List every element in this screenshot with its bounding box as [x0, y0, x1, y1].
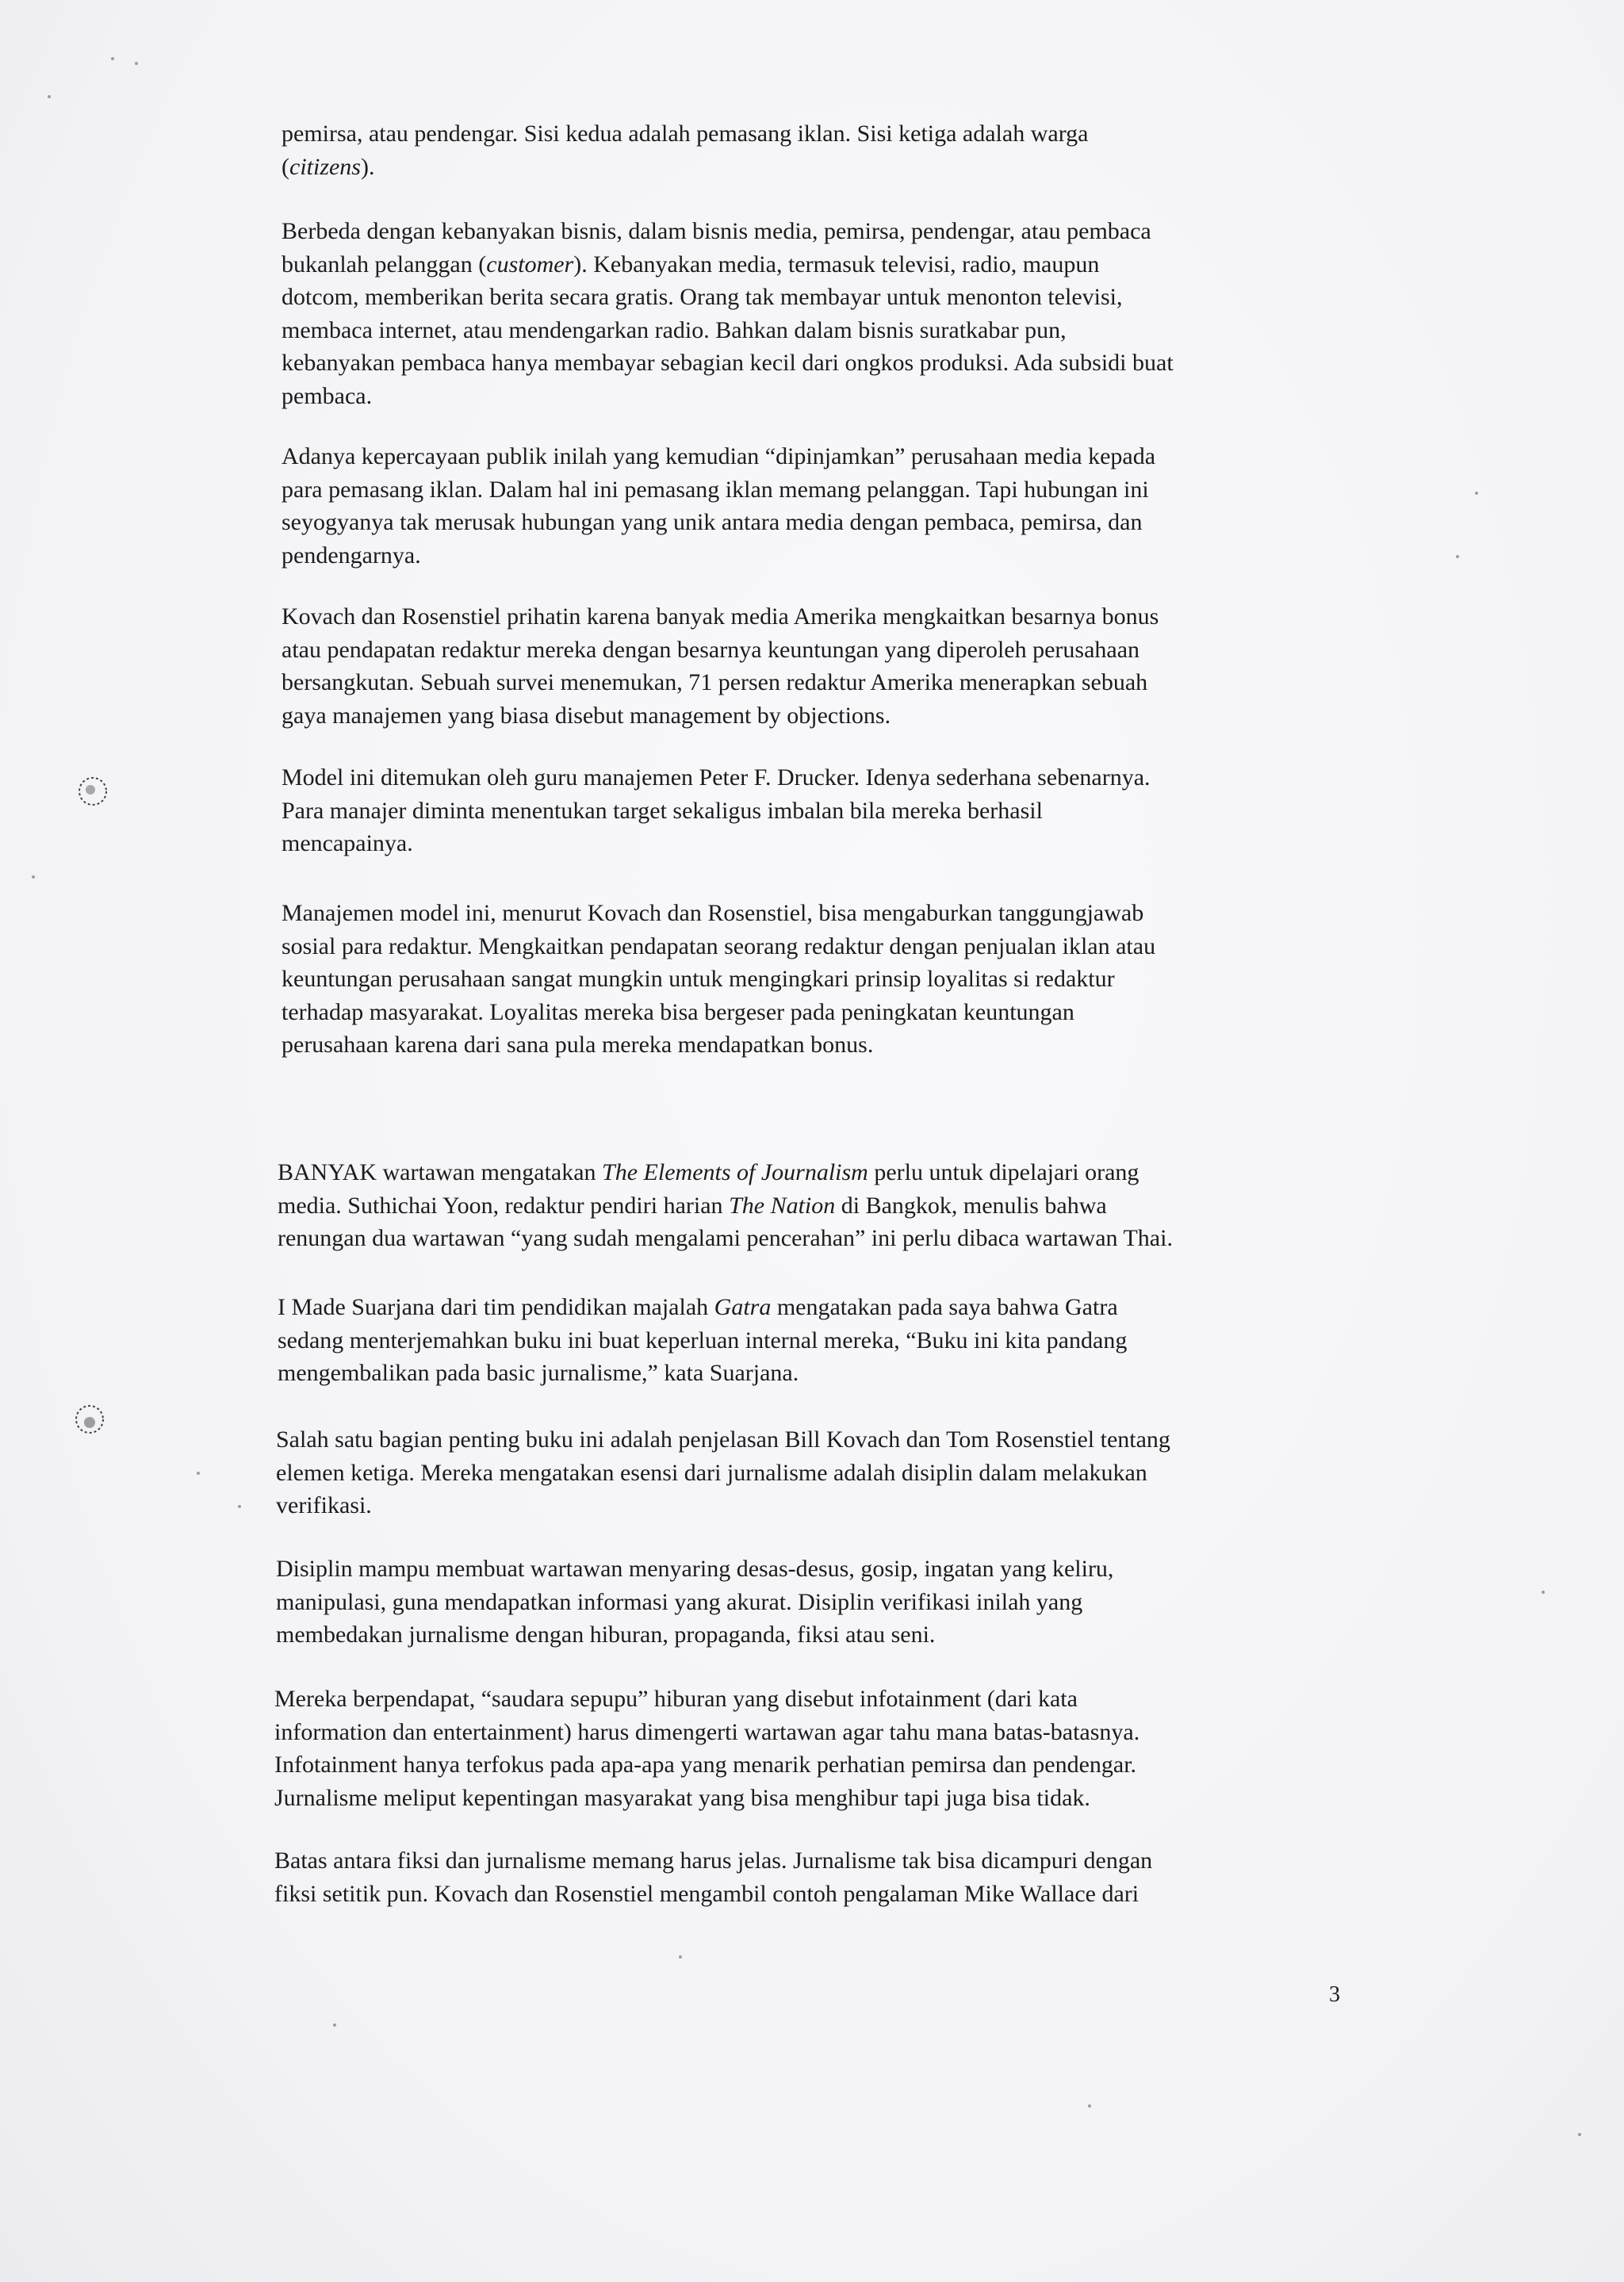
line-text: Infotainment hanya terfokus pada apa-apa yang menarik perhatian pemirsa dan pendengar.: [274, 1752, 1137, 1778]
line-text: elemen ketiga. Mereka mengatakan esensi dari jurnalisme adalah disiplin dalam melakukan: [276, 1459, 1147, 1486]
text-line: [282, 996, 1360, 1029]
text-line: [276, 1586, 1354, 1619]
text-line: [282, 600, 1360, 634]
scan-speck: [1475, 492, 1478, 495]
paragraph: [282, 600, 1360, 732]
text-line: [282, 539, 1360, 572]
paragraph: [278, 1156, 1356, 1255]
line-text: Mereka berpendapat, “saudara sepupu” hiburan yang disebut infotainment (dari kata: [274, 1686, 1078, 1712]
line-text: perusahaan karena dari sana pula mereka mendapatkan bonus.: [282, 1032, 874, 1058]
text-line: [282, 699, 1360, 733]
line-text: bersangkutan. Sebuah survei menemukan, 71 persen redaktur Amerika menerapkan sebuah: [282, 669, 1148, 695]
scan-speck: [197, 1472, 200, 1475]
text-line: [276, 1457, 1354, 1490]
punch-hole-icon: [70, 1402, 109, 1437]
text-line: [282, 1028, 1360, 1062]
line-text: Disiplin mampu membuat wartawan menyaring desas-desus, gosip, ingatan yang keliru,: [276, 1556, 1114, 1582]
paragraph: [276, 1553, 1354, 1652]
line-text: seyogyanya tak merusak hubungan yang unik antara media dengan pembaca, pemirsa, dan: [282, 509, 1143, 535]
text-line: [282, 347, 1360, 380]
text-line: [278, 1291, 1356, 1324]
scan-speck: [238, 1505, 241, 1508]
line-text: Manajemen model ini, menurut Kovach dan Rosenstiel, bisa mengaburkan tanggungjawab: [282, 900, 1144, 926]
line-text: manipulasi, guna mendapatkan informasi yang akurat. Disiplin verifikasi inilah yang: [276, 1588, 1083, 1615]
scan-speck: [679, 1955, 682, 1958]
line-text: terhadap masyarakat. Loyalitas mereka bisa bergeser pada peningkatan keuntungan: [282, 998, 1074, 1025]
scan-speck: [1088, 2104, 1091, 2108]
text-line: [282, 117, 1360, 151]
text-line: [278, 1357, 1356, 1390]
italic-title-text: The Nation: [729, 1192, 836, 1219]
line-text: perlu untuk dipelajari orang: [868, 1159, 1139, 1185]
text-line: [274, 1683, 1353, 1716]
line-text: mencapainya.: [282, 830, 413, 856]
line-text: Para manajer diminta menentukan target sekaligus imbalan bila mereka berhasil: [282, 797, 1043, 824]
line-text: Adanya kepercayaan publik inilah yang kemudian “dipinjamkan” perusahaan media kepada: [282, 443, 1156, 469]
line-text: para pemasang iklan. Dalam hal ini pemasang iklan memang pelanggan. Tapi hubungan ini: [282, 476, 1149, 503]
text-line: [278, 1189, 1356, 1223]
text-line: [282, 151, 1360, 184]
line-text: Salah satu bagian penting buku ini adalah penjelasan Bill Kovach dan Tom Rosenstiel tentang: [276, 1426, 1170, 1453]
text-line: [282, 963, 1360, 996]
paragraph: [274, 1844, 1353, 1910]
scan-speck: [135, 62, 138, 65]
line-text: keuntungan perusahaan sangat mungkin untuk mengingkari prinsip loyalitas si redaktur: [282, 966, 1115, 992]
line-text: sosial para redaktur. Mengkaitkan pendapatan seorang redaktur dengan penjualan iklan atau: [282, 932, 1156, 959]
text-line: [276, 1423, 1354, 1457]
line-text: Batas antara fiksi dan jurnalisme memang harus jelas. Jurnalisme tak bisa dicampuri dengan: [274, 1847, 1153, 1874]
page-number: 3: [1329, 1982, 1340, 2007]
text-line: [282, 314, 1360, 347]
paragraph: [276, 1423, 1354, 1522]
line-text: Model ini ditemukan oleh guru manajemen Peter F. Drucker. Idenya sederhana sebenarnya.: [282, 764, 1151, 791]
text-line: [282, 473, 1360, 507]
text-line: [278, 1222, 1356, 1255]
paragraph: [282, 117, 1360, 183]
text-line: [282, 761, 1360, 794]
text-line: [282, 440, 1360, 473]
line-text: (: [282, 153, 289, 180]
text-line: [274, 1716, 1353, 1749]
line-text: Kovach dan Rosenstiel prihatin karena banyak media Amerika mengkaitkan besarnya bonus: [282, 603, 1159, 630]
line-text: Berbeda dengan kebanyakan bisnis, dalam bisnis media, pemirsa, pendengar, atau pembaca: [282, 218, 1151, 244]
line-text: membaca internet, atau mendengarkan radio. Bahkan dalam bisnis suratkabar pun,: [282, 316, 1067, 343]
line-text: pemirsa, atau pendengar. Sisi kedua adalah pemasang iklan. Sisi ketiga adalah warga: [282, 121, 1089, 147]
paragraph: [282, 215, 1360, 412]
text-line: [274, 1748, 1353, 1782]
line-text: information dan entertainment) harus dimengerti wartawan agar tahu mana batas-batasnya.: [274, 1718, 1140, 1745]
text-line: [278, 1156, 1356, 1189]
scan-speck: [48, 95, 51, 98]
scan-speck: [32, 875, 35, 879]
paragraph: [278, 1291, 1356, 1390]
line-text: mengatakan pada saya bahwa Gatra: [771, 1294, 1118, 1320]
line-text: renungan dua wartawan “yang sudah mengalami pencerahan” ini perlu dibaca wartawan Thai.: [278, 1225, 1173, 1251]
text-line: [282, 380, 1360, 413]
line-text: media. Suthichai Yoon, redaktur pendiri harian: [278, 1192, 730, 1219]
punch-hole-icon: [73, 774, 113, 809]
text-line: [282, 506, 1360, 539]
scan-speck: [333, 2024, 336, 2027]
line-text: bukanlah pelanggan (: [282, 251, 487, 278]
text-line: [274, 1782, 1353, 1815]
paragraph: [282, 897, 1360, 1062]
italic-title-text: citizens: [289, 153, 361, 180]
text-line: [282, 281, 1360, 314]
italic-title-text: Gatra: [714, 1294, 772, 1320]
line-text: kebanyakan pembaca hanya membayar sebagian kecil dari ongkos produksi. Ada subsidi buat: [282, 350, 1174, 376]
line-text: I Made Suarjana dari tim pendidikan majalah: [278, 1294, 714, 1320]
line-text: ).: [361, 153, 375, 180]
text-line: [276, 1489, 1354, 1522]
italic-title-text: The Elements of Journalism: [602, 1159, 868, 1185]
line-text: verifikasi.: [276, 1492, 372, 1518]
paragraph: [274, 1683, 1353, 1814]
line-text: sedang menterjemahkan buku ini buat keperluan internal mereka, “Buku ini kita pandang: [278, 1327, 1128, 1354]
line-text: Jurnalisme meliput kepentingan masyarakat yang bisa menghibur tapi juga bisa tidak.: [274, 1784, 1090, 1811]
text-line: [282, 215, 1360, 248]
text-line: [282, 794, 1360, 828]
line-text: atau pendapatan redaktur mereka dengan besarnya keuntungan yang diperoleh perusahaan: [282, 636, 1140, 663]
paragraph: [282, 440, 1360, 572]
text-line: [276, 1618, 1354, 1652]
line-text: di Bangkok, menulis bahwa: [835, 1192, 1107, 1219]
paragraph: [282, 761, 1360, 860]
italic-title-text: customer: [486, 251, 574, 278]
text-line: [282, 248, 1360, 281]
scan-speck: [111, 57, 114, 60]
text-line: [276, 1553, 1354, 1586]
line-text: BANYAK wartawan mengatakan: [278, 1159, 603, 1185]
scan-speck: [1456, 555, 1459, 558]
line-text: fiksi setitik pun. Kovach dan Rosenstiel mengambil contoh pengalaman Mike Wallace dari: [274, 1880, 1139, 1907]
scan-speck: [1542, 1591, 1545, 1594]
line-text: membedakan jurnalisme dengan hiburan, propaganda, fiksi atau seni.: [276, 1622, 936, 1648]
text-line: [274, 1844, 1353, 1878]
line-text: dotcom, memberikan berita secara gratis. Orang tak membayar untuk menonton televisi,: [282, 284, 1123, 310]
text-line: [274, 1878, 1353, 1911]
line-text: gaya manajemen yang biasa disebut management by objections.: [282, 702, 891, 729]
text-line: [282, 827, 1360, 860]
line-text: ). Kebanyakan media, termasuk televisi, radio, maupun: [573, 251, 1100, 278]
text-line: [282, 634, 1360, 667]
text-line: [278, 1324, 1356, 1357]
text-line: [282, 897, 1360, 930]
scan-speck: [1578, 2133, 1581, 2136]
line-text: pembaca.: [282, 382, 373, 409]
line-text: mengembalikan pada basic jurnalisme,” kata Suarjana.: [278, 1360, 799, 1386]
text-line: [282, 666, 1360, 699]
line-text: pendengarnya.: [282, 542, 421, 569]
text-line: [282, 930, 1360, 963]
